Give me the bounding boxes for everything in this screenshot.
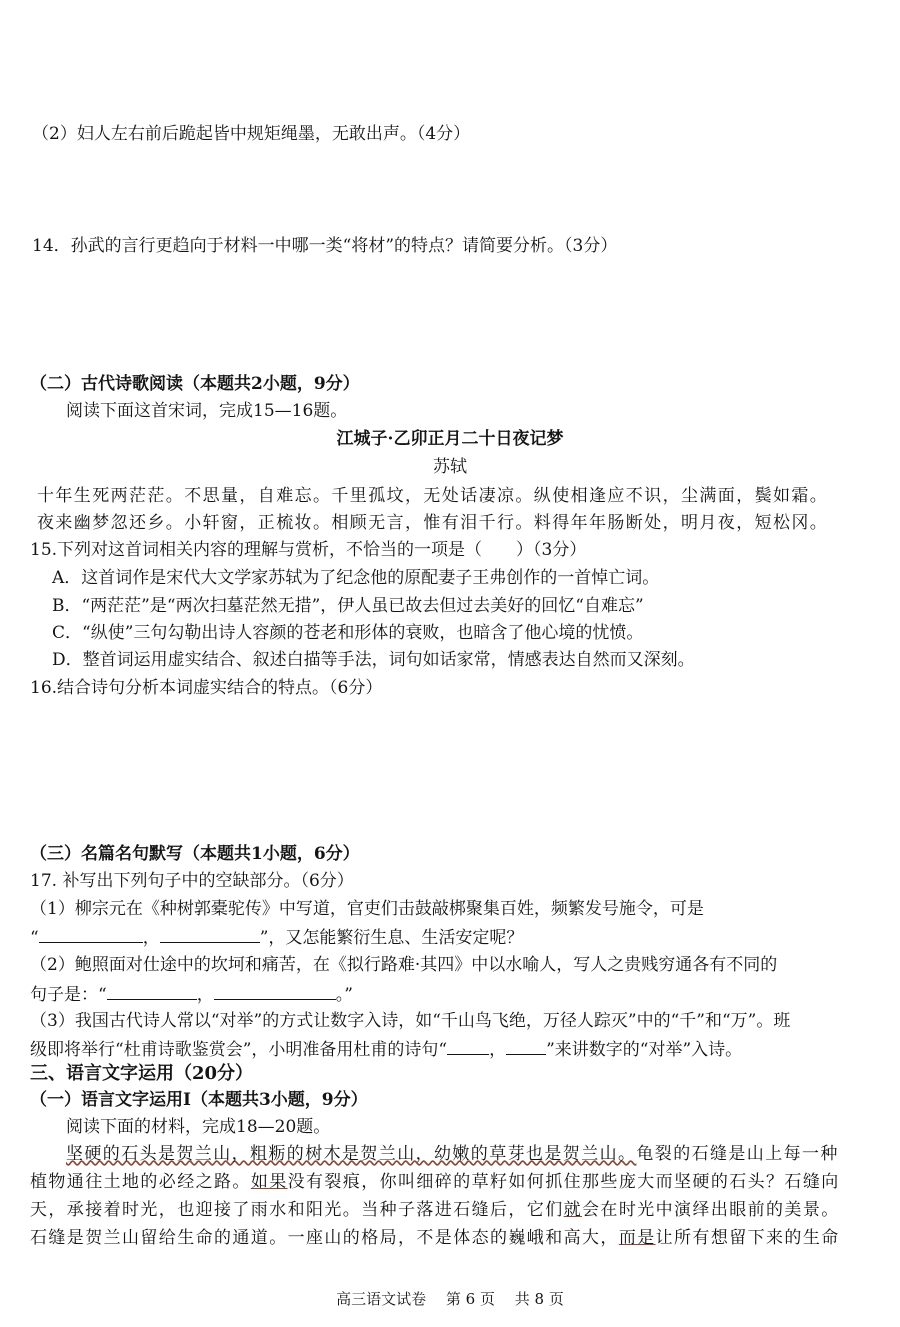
q17-part-1-line-2 (30, 924, 523, 950)
poem-author: 苏轼 (433, 457, 467, 477)
poem-title: 江城子·乙卯正月二十日夜记梦 (336, 429, 564, 449)
passage-text: 龟裂的石缝是山上每一种 (636, 1144, 839, 1164)
question-13-2: （2）妇人左右前后跪起皆中规矩绳墨，无敢出声。（4分） (32, 124, 471, 144)
page-footer: 高三语文试卷 第 6 页 共 8 页 (336, 1290, 564, 1308)
comma: ， (142, 928, 160, 948)
passage-line-1 (66, 1142, 839, 1166)
q17-part-2-line-1: （2）鲍照面对仕途中的坎坷和痛苦，在《拟行路难·其四》中以水喻人，写人之贵贱穷通各有不同的 (30, 955, 778, 975)
answer-blank-1[interactable] (39, 924, 143, 943)
passage-text: 会在时光中演绎出眼前的美景。 (582, 1200, 840, 1220)
underlined-word-ruguo: 如果 (250, 1172, 288, 1192)
question-16: 16.结合诗句分析本词虚实结合的特点。（6分） (30, 678, 383, 698)
section-heading-poetry: （二）古代诗歌阅读（本题共2小题，9分） (30, 374, 360, 394)
q17-part-3-tail: ”来讲数字的“对举”入诗。 (546, 1040, 743, 1060)
answer-blank-4[interactable] (214, 981, 336, 1000)
section-heading-recitation: （三）名篇名句默写（本题共1小题，6分） (30, 844, 360, 864)
comma: ， (196, 985, 214, 1005)
option-a: A．这首词作是宋代大文学家苏轼为了纪念他的原配妻子王弗创作的一首悼亡词。 (52, 568, 660, 588)
answer-blank-5[interactable] (447, 1036, 489, 1055)
passage-text: 天，承接着时光，也迎接了雨水和阳光。当种子落进石缝后，它们 (30, 1200, 564, 1220)
passage-line-3 (30, 1198, 840, 1222)
section-intro-language: 阅读下面的材料，完成18—20题。 (66, 1117, 331, 1137)
answer-blank-3[interactable] (107, 981, 197, 1000)
section-heading-language: （一）语言文字运用Ⅰ（本题共3小题，9分） (30, 1090, 368, 1110)
passage-line-4 (30, 1226, 840, 1250)
answer-blank-2[interactable] (160, 924, 260, 943)
underlined-word-jiu: 就 (563, 1200, 583, 1220)
comma: ， (489, 1040, 507, 1060)
option-b: B．“两茫茫”是“两次扫墓茫然无措”，伊人虽已故去但过去美好的回忆“自难忘” (52, 596, 644, 616)
q17-part-2-line-2 (30, 981, 353, 1007)
q17-part-2-tail: 。” (335, 985, 353, 1005)
passage-text: 石缝是贺兰山留给生命的通道。一座山的格局，不是体态的巍峨和高大， (30, 1228, 619, 1248)
q17-part-1-tail: ”，又怎能繁衍生息、生活安定呢？ (259, 928, 524, 948)
q17-part-2-lead: 句子是：“ (30, 985, 107, 1005)
option-c: C．“纵使”三句勾勒出诗人容颜的苍老和形体的衰败，也暗含了他心境的忧愤。 (52, 623, 644, 643)
q17-part-3-line-2 (30, 1036, 742, 1062)
wavy-underlined-sentence: 坚硬的石头是贺兰山，粗粝的树木是贺兰山，幼嫩的草芽也是贺兰山。 (66, 1144, 637, 1164)
part-3-heading: 三、语言文字运用（20分） (30, 1063, 254, 1084)
passage-line-2 (30, 1170, 840, 1194)
q17-part-1-line-1: （1）柳宗元在《种树郭橐驼传》中写道，官吏们击鼓敲梆聚集百姓，频繁发号施令，可是 (30, 899, 704, 919)
q17-part-3-lead: 级即将举行“杜甫诗歌鉴赏会”，小明准备用杜甫的诗句“ (30, 1040, 448, 1060)
question-14: 14．孙武的言行更趋向于材料一中哪一类“将材”的特点？请简要分析。（3分） (32, 236, 618, 256)
open-quote: “ (30, 928, 39, 948)
option-d: D．整首词运用虚实结合、叙述白描等手法，词句如话家常，情感表达自然而又深刻。 (52, 650, 695, 670)
section-intro-poetry: 阅读下面这首宋词，完成15—16题。 (66, 401, 348, 421)
passage-text: 没有裂痕，你叫细碎的草籽如何抓住那些庞大而坚硬的石头？石缝向 (287, 1172, 840, 1192)
answer-blank-6[interactable] (506, 1036, 546, 1055)
poem-line-1: 十年生死两茫茫。不思量，自难忘。千里孤坟，无处话凄凉。纵使相逢应不识，尘满面，鬓如霜。 (37, 486, 829, 506)
question-17: 17. 补写出下列句子中的空缺部分。（6分） (30, 871, 354, 891)
passage-text: 让所有想留下来的生命 (655, 1228, 840, 1248)
poem-line-2: 夜来幽梦忽还乡。小轩窗，正梳妆。相顾无言，惟有泪千行。料得年年肠断处，明月夜，短松冈。 (37, 513, 829, 533)
passage-text: 植物通往土地的必经之路。 (30, 1172, 251, 1192)
underlined-word-ershi: 而是 (618, 1228, 656, 1248)
question-15: 15.下列对这首词相关内容的理解与赏析，不恰当的一项是（ ）（3分） (30, 540, 587, 560)
q17-part-3-line-1: （3）我国古代诗人常以“对举”的方式让数字入诗，如“千山鸟飞绝，万径人踪灭”中的“千”和“万”。班 (30, 1011, 791, 1031)
